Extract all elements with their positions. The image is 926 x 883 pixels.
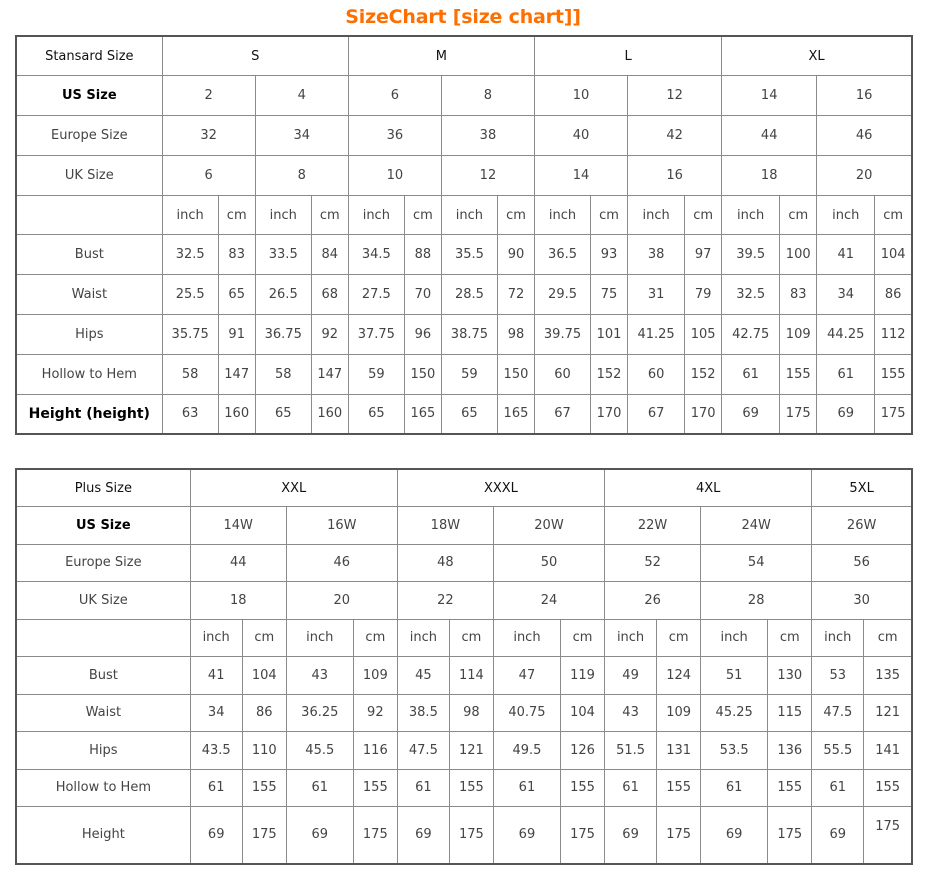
table-cell: 48 bbox=[397, 544, 493, 582]
table-cell: 105 bbox=[685, 315, 722, 355]
plus-measurements bbox=[16, 657, 912, 864]
table-cell: 90 bbox=[497, 235, 534, 275]
table-cell: 37.75 bbox=[348, 315, 404, 355]
unit-inch-header: inch bbox=[397, 619, 449, 657]
table-cell: 18W bbox=[397, 507, 493, 545]
uk-size-label: UK Size bbox=[16, 155, 162, 195]
table-cell: 141 bbox=[864, 732, 912, 770]
table-cell: 65 bbox=[441, 394, 497, 434]
table-cell: 160 bbox=[218, 394, 255, 434]
table-cell: 46 bbox=[286, 544, 397, 582]
row-label: Waist bbox=[16, 275, 162, 315]
cell-value: 175 bbox=[875, 819, 901, 835]
table-cell: 69 bbox=[397, 807, 449, 864]
table-cell: 175 bbox=[768, 807, 812, 864]
table-cell: 79 bbox=[685, 275, 722, 315]
table-cell: 26.5 bbox=[255, 275, 311, 315]
table-cell: 45 bbox=[397, 657, 449, 695]
table-cell: 175 bbox=[780, 394, 817, 434]
table-cell: 110 bbox=[242, 732, 286, 770]
table-cell: 136 bbox=[768, 732, 812, 770]
table-cell: 60 bbox=[628, 354, 685, 394]
table-cell: 104 bbox=[875, 235, 912, 275]
table-cell: 109 bbox=[353, 657, 397, 695]
table-cell: 39.75 bbox=[535, 315, 591, 355]
table-cell: 155 bbox=[780, 354, 817, 394]
table-cell: 175 bbox=[657, 807, 701, 864]
page-title: SizeChart [size chart]] bbox=[345, 6, 581, 28]
table-cell: 50 bbox=[493, 544, 604, 582]
row-label: Hips bbox=[16, 315, 162, 355]
table-cell: 53 bbox=[812, 657, 864, 695]
table-row bbox=[16, 354, 912, 394]
table-cell: 26 bbox=[605, 582, 701, 620]
table-cell: 20 bbox=[286, 582, 397, 620]
table-cell: 30 bbox=[812, 582, 912, 620]
table-row bbox=[16, 507, 912, 545]
table-cell: 88 bbox=[404, 235, 441, 275]
table-cell: 124 bbox=[657, 657, 701, 695]
table-cell: 10 bbox=[535, 76, 628, 116]
table-cell: 18 bbox=[190, 582, 286, 620]
table-cell: 170 bbox=[591, 394, 628, 434]
table-cell: 147 bbox=[218, 354, 255, 394]
table-cell: 32.5 bbox=[722, 275, 780, 315]
table-cell: 61 bbox=[605, 769, 657, 807]
table-cell: 52 bbox=[605, 544, 701, 582]
table-row bbox=[16, 275, 912, 315]
table-cell bbox=[864, 807, 912, 864]
table-cell: 41 bbox=[190, 657, 242, 695]
unit-cm-header: cm bbox=[591, 195, 628, 235]
table-cell: 14 bbox=[535, 155, 628, 195]
unit-inch-header: inch bbox=[628, 195, 685, 235]
row-label: Hips bbox=[16, 732, 190, 770]
unit-inch-header: inch bbox=[812, 619, 864, 657]
unit-cm-header: cm bbox=[864, 619, 912, 657]
table-cell: 34 bbox=[817, 275, 875, 315]
table-cell: 54 bbox=[701, 544, 812, 582]
table-cell: 38.75 bbox=[441, 315, 497, 355]
table-cell: 8 bbox=[441, 76, 534, 116]
table-cell: 86 bbox=[875, 275, 912, 315]
table-cell: 42.75 bbox=[722, 315, 780, 355]
table-cell: 155 bbox=[242, 769, 286, 807]
table-cell: 160 bbox=[311, 394, 348, 434]
table-cell: 14 bbox=[722, 76, 817, 116]
table-cell: 38.5 bbox=[397, 694, 449, 732]
table-cell: 155 bbox=[449, 769, 493, 807]
table-cell: 44.25 bbox=[817, 315, 875, 355]
table-cell: 155 bbox=[864, 769, 912, 807]
table-cell: 61 bbox=[493, 769, 560, 807]
unit-inch-header: inch bbox=[255, 195, 311, 235]
table-cell: 96 bbox=[404, 315, 441, 355]
table-cell: 22 bbox=[397, 582, 493, 620]
unit-cm-header: cm bbox=[404, 195, 441, 235]
unit-inch-header: inch bbox=[348, 195, 404, 235]
empty-cell bbox=[16, 195, 162, 235]
table-cell: 69 bbox=[812, 807, 864, 864]
table-cell: 72 bbox=[497, 275, 534, 315]
unit-inch-header: inch bbox=[162, 195, 218, 235]
table-cell: 67 bbox=[628, 394, 685, 434]
table-cell: 61 bbox=[397, 769, 449, 807]
unit-inch-header: inch bbox=[441, 195, 497, 235]
table-cell: 83 bbox=[780, 275, 817, 315]
unit-cm-header: cm bbox=[560, 619, 604, 657]
table-cell: 39.5 bbox=[722, 235, 780, 275]
plus-size-table bbox=[15, 468, 913, 865]
table-cell: 58 bbox=[255, 354, 311, 394]
table-cell: 10 bbox=[348, 155, 441, 195]
table-cell: 41 bbox=[817, 235, 875, 275]
table-cell: 69 bbox=[190, 807, 242, 864]
table-cell: 28.5 bbox=[441, 275, 497, 315]
plus-size-label: Plus Size bbox=[16, 469, 190, 507]
unit-cm-header: cm bbox=[768, 619, 812, 657]
unit-inch-header: inch bbox=[701, 619, 768, 657]
table-cell: 51.5 bbox=[605, 732, 657, 770]
row-label: Bust bbox=[16, 235, 162, 275]
row-label: Height (height) bbox=[16, 394, 162, 434]
table-cell: 43 bbox=[605, 694, 657, 732]
table-cell: 36.75 bbox=[255, 315, 311, 355]
table-cell: 47.5 bbox=[812, 694, 864, 732]
table-cell: 29.5 bbox=[535, 275, 591, 315]
table-row bbox=[16, 195, 912, 235]
us-size-label: US Size bbox=[16, 76, 162, 116]
table-cell: 34.5 bbox=[348, 235, 404, 275]
standard-measurements bbox=[16, 235, 912, 434]
table-cell: 25.5 bbox=[162, 275, 218, 315]
unit-inch-header: inch bbox=[286, 619, 353, 657]
table-row bbox=[16, 469, 912, 507]
size-m-header: M bbox=[348, 36, 534, 76]
unit-inch-header: inch bbox=[493, 619, 560, 657]
unit-cm-header: cm bbox=[497, 195, 534, 235]
table-cell: 86 bbox=[242, 694, 286, 732]
table-cell: 18 bbox=[722, 155, 817, 195]
table-cell: 36 bbox=[348, 116, 441, 156]
table-cell: 69 bbox=[493, 807, 560, 864]
table-cell: 69 bbox=[701, 807, 768, 864]
table-row bbox=[16, 657, 912, 695]
table-cell: 32 bbox=[162, 116, 255, 156]
table-cell: 109 bbox=[657, 694, 701, 732]
table-cell: 69 bbox=[286, 807, 353, 864]
table-row bbox=[16, 116, 912, 156]
table-cell: 40.75 bbox=[493, 694, 560, 732]
table-cell: 119 bbox=[560, 657, 604, 695]
table-cell: 40 bbox=[535, 116, 628, 156]
table-cell: 35.75 bbox=[162, 315, 218, 355]
size-l-header: L bbox=[535, 36, 722, 76]
table-cell: 61 bbox=[286, 769, 353, 807]
unit-cm-header: cm bbox=[875, 195, 912, 235]
table-cell: 20W bbox=[493, 507, 604, 545]
table-cell: 6 bbox=[348, 76, 441, 116]
table-cell: 61 bbox=[701, 769, 768, 807]
table-cell: 4 bbox=[255, 76, 348, 116]
empty-cell bbox=[16, 619, 190, 657]
table-cell: 63 bbox=[162, 394, 218, 434]
table-cell: 155 bbox=[353, 769, 397, 807]
standard-size-table bbox=[15, 35, 913, 435]
table-cell: 155 bbox=[657, 769, 701, 807]
table-row bbox=[16, 694, 912, 732]
europe-size-label: Europe Size bbox=[16, 116, 162, 156]
table-cell: 104 bbox=[560, 694, 604, 732]
unit-inch-header: inch bbox=[605, 619, 657, 657]
us-size-label: US Size bbox=[16, 507, 190, 545]
size-xxl-header: XXL bbox=[190, 469, 397, 507]
table-cell: 59 bbox=[441, 354, 497, 394]
table-cell: 8 bbox=[255, 155, 348, 195]
table-cell: 47.5 bbox=[397, 732, 449, 770]
unit-inch-header: inch bbox=[817, 195, 875, 235]
table-cell: 150 bbox=[497, 354, 534, 394]
table-cell: 47 bbox=[493, 657, 560, 695]
table-cell: 69 bbox=[817, 394, 875, 434]
row-label: Waist bbox=[16, 694, 190, 732]
table-cell: 135 bbox=[864, 657, 912, 695]
table-row bbox=[16, 619, 912, 657]
table-cell: 175 bbox=[242, 807, 286, 864]
table-cell: 150 bbox=[404, 354, 441, 394]
table-cell: 97 bbox=[685, 235, 722, 275]
table-cell: 65 bbox=[348, 394, 404, 434]
table-cell: 67 bbox=[535, 394, 591, 434]
table-cell: 12 bbox=[441, 155, 534, 195]
table-cell: 69 bbox=[605, 807, 657, 864]
table-cell: 43 bbox=[286, 657, 353, 695]
table-cell: 91 bbox=[218, 315, 255, 355]
table-cell: 130 bbox=[768, 657, 812, 695]
table-cell: 152 bbox=[685, 354, 722, 394]
table-cell: 55.5 bbox=[812, 732, 864, 770]
table-row bbox=[16, 732, 912, 770]
table-cell: 12 bbox=[628, 76, 722, 116]
table-cell: 2 bbox=[162, 76, 255, 116]
unit-inch-header: inch bbox=[722, 195, 780, 235]
table-cell: 93 bbox=[591, 235, 628, 275]
row-label: Height bbox=[16, 807, 190, 864]
table-cell: 69 bbox=[722, 394, 780, 434]
table-cell: 51 bbox=[701, 657, 768, 695]
table-cell: 170 bbox=[685, 394, 722, 434]
uk-size-label: UK Size bbox=[16, 582, 190, 620]
table-cell: 24 bbox=[493, 582, 604, 620]
table-cell: 6 bbox=[162, 155, 255, 195]
row-label: Hollow to Hem bbox=[16, 354, 162, 394]
table-row bbox=[16, 807, 912, 864]
table-cell: 68 bbox=[311, 275, 348, 315]
unit-cm-header: cm bbox=[311, 195, 348, 235]
table-cell: 70 bbox=[404, 275, 441, 315]
table-cell: 27.5 bbox=[348, 275, 404, 315]
table-cell: 115 bbox=[768, 694, 812, 732]
table-cell: 101 bbox=[591, 315, 628, 355]
table-cell: 61 bbox=[722, 354, 780, 394]
table-cell: 155 bbox=[768, 769, 812, 807]
table-cell: 60 bbox=[535, 354, 591, 394]
table-row bbox=[16, 235, 912, 275]
table-cell: 16 bbox=[817, 76, 912, 116]
size-5xl-header: 5XL bbox=[812, 469, 912, 507]
table-cell: 104 bbox=[242, 657, 286, 695]
table-cell: 58 bbox=[162, 354, 218, 394]
table-cell: 38 bbox=[441, 116, 534, 156]
unit-inch-header: inch bbox=[535, 195, 591, 235]
table-cell: 152 bbox=[591, 354, 628, 394]
table-cell: 20 bbox=[817, 155, 912, 195]
table-cell: 75 bbox=[591, 275, 628, 315]
table-cell: 175 bbox=[560, 807, 604, 864]
table-cell: 65 bbox=[218, 275, 255, 315]
table-cell: 65 bbox=[255, 394, 311, 434]
table-cell: 45.5 bbox=[286, 732, 353, 770]
table-cell: 155 bbox=[875, 354, 912, 394]
table-cell: 35.5 bbox=[441, 235, 497, 275]
size-s-header: S bbox=[162, 36, 348, 76]
table-cell: 109 bbox=[780, 315, 817, 355]
unit-inch-header: inch bbox=[190, 619, 242, 657]
table-cell: 33.5 bbox=[255, 235, 311, 275]
size-xl-header: XL bbox=[722, 36, 912, 76]
table-row bbox=[16, 155, 912, 195]
table-cell: 46 bbox=[817, 116, 912, 156]
table-cell: 84 bbox=[311, 235, 348, 275]
table-cell: 112 bbox=[875, 315, 912, 355]
table-row bbox=[16, 544, 912, 582]
table-row bbox=[16, 76, 912, 116]
table-cell: 121 bbox=[449, 732, 493, 770]
table-cell: 175 bbox=[449, 807, 493, 864]
standard-size-label: Stansard Size bbox=[16, 36, 162, 76]
table-cell: 155 bbox=[560, 769, 604, 807]
table-cell: 28 bbox=[701, 582, 812, 620]
size-xxxl-header: XXXL bbox=[397, 469, 604, 507]
unit-cm-header: cm bbox=[242, 619, 286, 657]
size-4xl-header: 4XL bbox=[605, 469, 812, 507]
table-cell: 116 bbox=[353, 732, 397, 770]
table-cell: 59 bbox=[348, 354, 404, 394]
table-cell: 61 bbox=[190, 769, 242, 807]
unit-cm-header: cm bbox=[218, 195, 255, 235]
unit-cm-header: cm bbox=[685, 195, 722, 235]
table-cell: 175 bbox=[353, 807, 397, 864]
europe-size-label: Europe Size bbox=[16, 544, 190, 582]
table-cell: 147 bbox=[311, 354, 348, 394]
table-cell: 16W bbox=[286, 507, 397, 545]
table-cell: 22W bbox=[605, 507, 701, 545]
table-cell: 41.25 bbox=[628, 315, 685, 355]
unit-cm-header: cm bbox=[780, 195, 817, 235]
table-cell: 49 bbox=[605, 657, 657, 695]
table-cell: 114 bbox=[449, 657, 493, 695]
table-cell: 24W bbox=[701, 507, 812, 545]
row-label: Hollow to Hem bbox=[16, 769, 190, 807]
table-cell: 56 bbox=[812, 544, 912, 582]
unit-cm-header: cm bbox=[449, 619, 493, 657]
row-label: Bust bbox=[16, 657, 190, 695]
table-cell: 14W bbox=[190, 507, 286, 545]
table-cell: 98 bbox=[497, 315, 534, 355]
table-cell: 34 bbox=[255, 116, 348, 156]
table-cell: 16 bbox=[628, 155, 722, 195]
table-cell: 165 bbox=[497, 394, 534, 434]
table-cell: 126 bbox=[560, 732, 604, 770]
table-cell: 43.5 bbox=[190, 732, 242, 770]
table-cell: 26W bbox=[812, 507, 912, 545]
table-cell: 61 bbox=[812, 769, 864, 807]
table-cell: 53.5 bbox=[701, 732, 768, 770]
table-cell: 100 bbox=[780, 235, 817, 275]
table-cell: 83 bbox=[218, 235, 255, 275]
table-cell: 36.5 bbox=[535, 235, 591, 275]
table-cell: 92 bbox=[353, 694, 397, 732]
table-row bbox=[16, 36, 912, 76]
table-cell: 121 bbox=[864, 694, 912, 732]
table-cell: 61 bbox=[817, 354, 875, 394]
table-cell: 42 bbox=[628, 116, 722, 156]
table-cell: 175 bbox=[875, 394, 912, 434]
table-cell: 49.5 bbox=[493, 732, 560, 770]
table-cell: 165 bbox=[404, 394, 441, 434]
table-cell: 34 bbox=[190, 694, 242, 732]
table-cell: 98 bbox=[449, 694, 493, 732]
table-row bbox=[16, 582, 912, 620]
table-cell: 44 bbox=[190, 544, 286, 582]
table-cell: 44 bbox=[722, 116, 817, 156]
table-cell: 92 bbox=[311, 315, 348, 355]
unit-cm-header: cm bbox=[657, 619, 701, 657]
table-row bbox=[16, 769, 912, 807]
table-cell: 31 bbox=[628, 275, 685, 315]
table-cell: 32.5 bbox=[162, 235, 218, 275]
table-cell: 45.25 bbox=[701, 694, 768, 732]
table-cell: 36.25 bbox=[286, 694, 353, 732]
table-cell: 38 bbox=[628, 235, 685, 275]
table-cell: 131 bbox=[657, 732, 701, 770]
unit-cm-header: cm bbox=[353, 619, 397, 657]
table-row bbox=[16, 394, 912, 434]
table-row bbox=[16, 315, 912, 355]
